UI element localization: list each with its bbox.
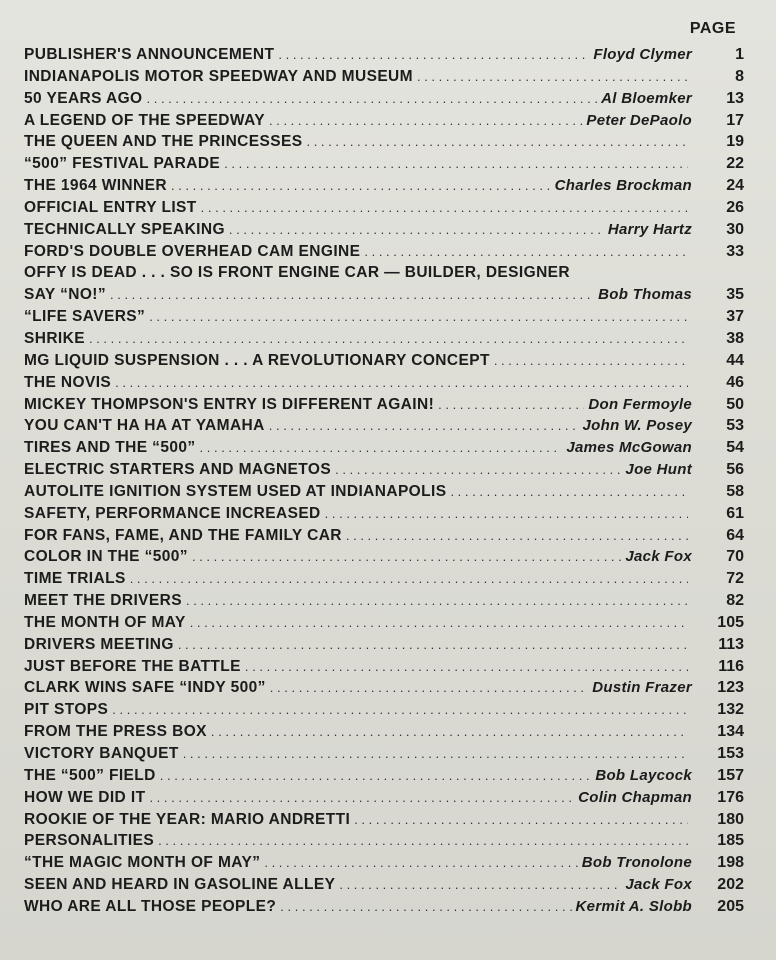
entry-title: HOW WE DID IT: [24, 788, 146, 806]
entry-author: Dustin Frazer: [592, 679, 692, 697]
entry-page-number: 180: [717, 810, 744, 828]
entry-title: FORD'S DOUBLE OVERHEAD CAM ENGINE: [24, 242, 361, 260]
dot-leader: [183, 743, 688, 765]
entry-page-number: 13: [726, 89, 744, 107]
entry-page-number: 61: [726, 504, 744, 522]
toc-entry: [24, 372, 744, 394]
entry-title: SEEN AND HEARD IN GASOLINE ALLEY: [24, 876, 336, 894]
entry-author: Al Bloemker: [601, 89, 692, 107]
dot-leader: [269, 110, 582, 132]
entry-page-number: 30: [726, 220, 744, 238]
entry-page-number: 1: [735, 46, 744, 63]
dot-leader: [186, 590, 688, 612]
entry-page-number: 176: [717, 788, 744, 806]
entry-page-number: 56: [726, 461, 744, 479]
entry-author: Joe Hunt: [625, 461, 692, 479]
entry-title: COLOR IN THE “500”: [24, 548, 188, 566]
dot-leader: [494, 350, 688, 372]
dot-leader: [200, 437, 563, 459]
entry-page-number: 44: [726, 351, 744, 369]
entry-title: JUST BEFORE THE BATTLE: [24, 657, 241, 675]
entry-page-number: 24: [726, 177, 744, 195]
toc-entry: [24, 394, 744, 416]
entry-title: MEET THE DRIVERS: [24, 592, 182, 610]
toc-entry: [24, 634, 744, 656]
toc-entry: [24, 306, 744, 328]
dot-leader: [354, 809, 688, 831]
toc-entry: [24, 350, 744, 372]
toc-entry: [24, 437, 744, 459]
entry-page-number: 72: [726, 570, 744, 588]
entry-title: PIT STOPS: [24, 701, 109, 719]
dot-leader: [149, 787, 574, 809]
entry-author: Peter DePaolo: [586, 111, 692, 129]
entry-page-number: 105: [717, 613, 744, 631]
entry-page-number: 50: [726, 395, 744, 413]
entry-page-number: 132: [717, 701, 744, 719]
toc-entry: [24, 677, 744, 699]
entry-title: ELECTRIC STARTERS AND MAGNETOS: [24, 461, 332, 479]
entry-title: YOU CAN'T HA HA AT YAMAHA: [24, 417, 265, 435]
entry-title: 50 YEARS AGO: [24, 89, 143, 107]
dot-leader: [278, 44, 589, 66]
entry-page-number: 70: [726, 548, 744, 566]
toc-entry: [24, 459, 744, 481]
entry-page-number: 202: [717, 876, 744, 894]
dot-leader: [211, 721, 688, 743]
toc-entry: [24, 852, 744, 874]
entry-title: ROOKIE OF THE YEAR: MARIO ANDRETTI: [24, 810, 351, 828]
entry-title: “THE MAGIC MONTH OF MAY”: [24, 854, 261, 872]
toc-entry: [24, 153, 744, 175]
dot-leader: [306, 131, 688, 153]
entry-page-number: 46: [726, 373, 744, 391]
entry-title: MG LIQUID SUSPENSION . . . A REVOLUTIONARY CONCEPT: [24, 351, 490, 369]
toc-entry: [24, 481, 744, 503]
entry-page-number: 134: [717, 723, 744, 741]
entry-title: THE MONTH OF MAY: [24, 613, 186, 631]
toc-entry: [24, 241, 744, 263]
dot-leader: [112, 699, 688, 721]
toc-entry: [24, 197, 744, 219]
dot-leader: [339, 874, 621, 896]
entry-title: THE QUEEN AND THE PRINCESSES: [24, 133, 303, 151]
entry-title: SHRIKE: [24, 329, 85, 347]
entry-page-number: 8: [735, 67, 744, 85]
toc-entry: [24, 787, 744, 809]
entry-page-number: 157: [717, 766, 744, 784]
entry-author: Jack Fox: [625, 876, 692, 894]
dot-leader: [364, 241, 688, 263]
entry-title: FROM THE PRESS BOX: [24, 723, 207, 741]
page-column-header: PAGE: [689, 20, 736, 37]
toc-entry: [24, 110, 744, 132]
entry-title: PERSONALITIES: [24, 832, 155, 850]
dot-leader: [229, 219, 604, 241]
toc-entry: [24, 809, 744, 831]
entry-author: Bob Tronolone: [581, 854, 692, 872]
dot-leader: [178, 634, 688, 656]
entry-title: SAY “NO!”: [24, 286, 106, 304]
entry-author: Floyd Clymer: [593, 46, 692, 63]
entry-page-number: 33: [726, 242, 744, 260]
entry-page-number: 26: [726, 198, 744, 216]
entry-title: TIRES AND THE “500”: [24, 439, 196, 457]
entry-page-number: 35: [726, 286, 744, 304]
toc-entry: [24, 765, 744, 787]
entry-author: Harry Hartz: [607, 220, 692, 238]
entry-page-number: 17: [726, 111, 744, 129]
entry-author: Kermit A. Slobb: [575, 897, 692, 915]
dot-leader: [270, 677, 588, 699]
dot-leader: [346, 525, 688, 547]
dot-leader: [245, 656, 688, 678]
dot-leader: [201, 197, 688, 219]
toc-entry: [24, 415, 744, 437]
dot-leader: [160, 765, 592, 787]
table-of-contents: [24, 44, 744, 918]
entry-title: PUBLISHER'S ANNOUNCEMENT: [24, 46, 275, 63]
entry-page-number: 53: [726, 417, 744, 435]
toc-entry: [24, 328, 744, 350]
toc-entry: [24, 874, 744, 896]
toc-entry: [24, 699, 744, 721]
dot-leader: [190, 612, 688, 634]
entry-title: OFFY IS DEAD . . . SO IS FRONT ENGINE CAR — BUILDER, DESIGNER: [24, 264, 570, 282]
entry-title: AUTOLITE IGNITION SYSTEM USED AT INDIANAPOLIS: [24, 482, 447, 500]
entry-page-number: 205: [717, 897, 744, 915]
entry-page-number: 198: [717, 854, 744, 872]
dot-leader: [171, 175, 551, 197]
entry-page-number: 64: [726, 526, 744, 544]
entry-title: A LEGEND OF THE SPEEDWAY: [24, 111, 265, 129]
entry-title: SAFETY, PERFORMANCE INCREASED: [24, 504, 321, 522]
entry-author: James McGowan: [566, 439, 692, 457]
entry-title: VICTORY BANQUET: [24, 745, 179, 762]
entry-page-number: 19: [726, 133, 744, 151]
dot-leader: [325, 503, 688, 525]
toc-entry: [24, 262, 744, 284]
toc-entry: [24, 66, 744, 88]
toc-entry: [24, 546, 744, 568]
entry-title: “LIFE SAVERS”: [24, 308, 146, 326]
entry-page-number: 22: [726, 155, 744, 173]
dot-leader: [417, 66, 688, 88]
entry-title: TIME TRIALS: [24, 570, 126, 588]
entry-page-number: 58: [726, 482, 744, 500]
entry-page-number: 123: [717, 679, 744, 697]
entry-author: Bob Laycock: [595, 766, 692, 784]
toc-entry: [24, 525, 744, 547]
entry-title: “500” FESTIVAL PARADE: [24, 155, 221, 173]
entry-title: INDIANAPOLIS MOTOR SPEEDWAY AND MUSEUM: [24, 67, 413, 85]
entry-title: TECHNICALLY SPEAKING: [24, 220, 225, 238]
entry-page-number: 153: [717, 745, 744, 762]
entry-title: DRIVERS MEETING: [24, 635, 174, 653]
entry-title: THE 1964 WINNER: [24, 177, 167, 195]
entry-page-number: 116: [718, 657, 744, 675]
entry-author: Colin Chapman: [578, 788, 692, 806]
toc-entry: [24, 219, 744, 241]
dot-leader: [149, 306, 688, 328]
entry-author: Charles Brockman: [554, 177, 692, 195]
entry-page-number: 185: [717, 832, 744, 850]
entry-page-number: 113: [718, 635, 744, 653]
entry-title: THE NOVIS: [24, 373, 112, 391]
entry-title: THE “500” FIELD: [24, 766, 156, 784]
dot-leader: [335, 459, 621, 481]
dot-leader: [147, 88, 598, 110]
entry-page-number: 54: [726, 439, 744, 457]
entry-title: WHO ARE ALL THOSE PEOPLE?: [24, 897, 277, 915]
dot-leader: [264, 852, 577, 874]
toc-entry: [24, 612, 744, 634]
entry-title: OFFICIAL ENTRY LIST: [24, 198, 197, 216]
entry-title: CLARK WINS SAFE “INDY 500”: [24, 679, 266, 697]
dot-leader: [158, 830, 688, 852]
toc-entry: [24, 284, 744, 306]
entry-title: MICKEY THOMPSON'S ENTRY IS DIFFERENT AGAIN!: [24, 395, 435, 413]
toc-entry: [24, 590, 744, 612]
dot-leader: [110, 284, 594, 306]
dot-leader: [269, 415, 579, 437]
toc-entry: [24, 721, 744, 743]
toc-entry: [24, 88, 744, 110]
dot-leader: [438, 394, 584, 416]
toc-entry: [24, 503, 744, 525]
entry-page-number: 82: [726, 592, 744, 610]
dot-leader: [280, 896, 571, 918]
dot-leader: [192, 546, 621, 568]
dot-leader: [224, 153, 688, 175]
entry-author: Jack Fox: [625, 548, 692, 566]
toc-entry: [24, 131, 744, 153]
toc-entry: [24, 656, 744, 678]
dot-leader: [450, 481, 688, 503]
toc-entry: [24, 175, 744, 197]
entry-page-number: 37: [726, 308, 744, 326]
toc-entry: [24, 830, 744, 852]
entry-author: Bob Thomas: [598, 286, 692, 304]
toc-entry: [24, 568, 744, 590]
toc-entry: [24, 44, 744, 66]
dot-leader: [115, 372, 688, 394]
dot-leader: [130, 568, 688, 590]
entry-author: Don Fermoyle: [588, 395, 692, 413]
dot-leader: [89, 328, 688, 350]
entry-author: John W. Posey: [582, 417, 692, 435]
entry-page-number: 38: [726, 329, 744, 347]
toc-entry: [24, 743, 744, 765]
toc-entry: [24, 896, 744, 918]
entry-title: FOR FANS, FAME, AND THE FAMILY CAR: [24, 526, 342, 544]
